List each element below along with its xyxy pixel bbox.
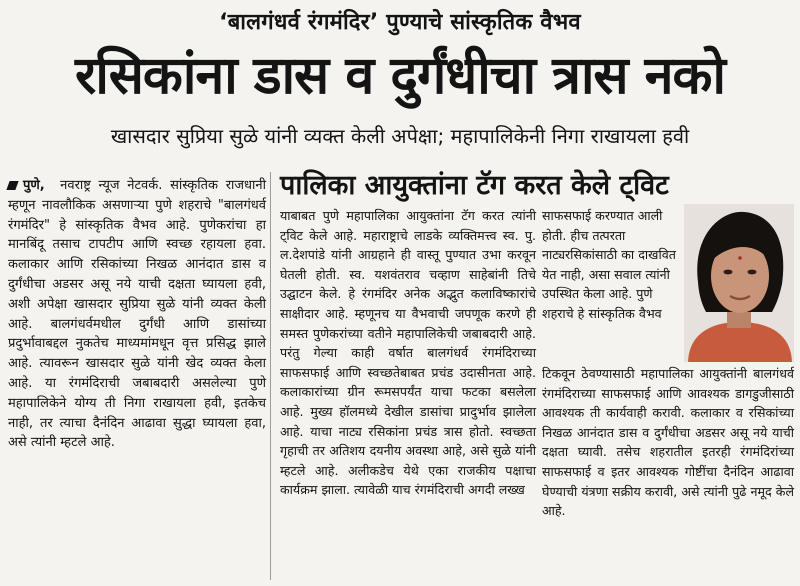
article-headline: रसिकांना डास व दुर्गंधीचा त्रास नको (75, 46, 725, 106)
article-column-3 (542, 206, 678, 324)
portrait-photo-icon (684, 204, 794, 362)
column-3-continued-body: टिकवून ठेवण्यासाठी महापालिका आयुक्तांनी बालगंधर्व रंगमंदिराच्या साफसफाई आणि आवश्यक डागडुजीसाठी आवश्यक ती कार्यवाही करावी. कलाकार व रसिकांच्या निखळ आनंदात डास व दुर्गंधीचा अडसर असू नये याची दक्षता घ्यावी. तसेच शहरातील इतरही रंगमंदिरांच्या साफसफाई व इतर आवश्यक गोष्टींचा दैनंदिन आढावा घेण्याची यंत्रणा सक्रीय करावी, असे त्यांनी पुढे नमूद केले आहे. (542, 366, 794, 519)
article-kicker: ‘बालगंधर्व रंगमंदिर’ पुण्याचे सांस्कृतिक वैभव (219, 10, 581, 35)
bullet-icon (6, 181, 18, 190)
article-column-2 (280, 206, 536, 500)
column-1-body: सांस्कृतिक राजधानी म्हणून नावलौकिक असणाऱ्या पुणे शहराचे "बालगंधर्व रंगमंदिर" हे सांस्कृतिक वैभव आहे. पुणेकरांचा हा मानबिंदू तसाच टापटीप आणि स्वच्छ रहायला हवा. कलाकार आणि रसिकांच्या निखळ आनंदात डास व दुर्गंधीचा अडसर असू नये याची दक्षता घ्यायला हवी, अशी अपेक्षा खासदार सुप्रिया सुळे यांनी व्यक्त केली आहे. बालगंधर्वमधील दुर्गंधी आणि डासांच्या प्रदुर्भावाबद्दल नुकतेच माध्यमांमधून वृत्त प्रसिद्ध झाले आहे. त्यावरून खासदार सुळे यांनी खेद व्यक्त केला आहे. या रंगमंदिराची जबाबदारी असलेल्या पुणे महापालिकेने योग्य ती निगा राखायला हवी, इतकेच नाही, तर त्याचा दैनंदिन आढावा सुद्धा घ्यायला हवा, असे त्यांनी म्हटले आहे. (8, 178, 267, 451)
article-column-1 (8, 176, 266, 453)
dateline-paragraph (8, 176, 266, 453)
column-divider (270, 172, 271, 580)
column-3-body: साफसफाई करण्यात आली होती. हीच तत्परता नाट्यरसिकांसाठी का दाखवित येत नाही, असा सवाल त्यांनी उपस्थित केला आहे. पुणे शहराचे हे सांस्कृतिक वैभव (542, 208, 676, 321)
column-2-body: याबाबत पुणे महापालिका आयुक्तांना टॅग करत त्यांनी ट्विट केले आहे. महाराष्ट्राचे लाडके व्यक्तिमत्त्व स्व. पु. ल.देशपांडे यांनी आग्रहाने ही वास्तू पुण्यात उभा करवून घेतली होती. स्व. यशवंतराव चव्हाण साहेबांनी तिचे उद्घाटन केले. हे रंगमंदिर अनेक अद्भुत कलाविष्कारांचे साक्षीदार आहे. म्हणूनच या वैभवाची जपणूक करणे ही समस्त पुणेकरांच्या वतीने महापालिकेची जबाबदारी आहे. परंतु गेल्या काही वर्षात बालगंधर्व रंगमंदिराच्या साफसफाई आणि स्वच्छतेबाबत प्रचंड उदासीनता आहे. कलाकारांच्या ग्रीन रूमसपर्यंत याचा फटका बसलेला आहे. मुख्य हॉलमध्ये देखील डासांचा प्रादुर्भाव झालेला आहे. याचा नाट्य रसिकांना प्रचंड त्रास होतो. स्वच्छता गृहाची तर अतिशय दयनीय अवस्था आहे, असे सुळे यांनी म्हटले आहे. अलीकडेच येथे एका राजकीय पक्षाचा कार्यक्रम झाला. त्यावेळी याच रंगमंदिराची अगदी लख्ख (280, 208, 536, 498)
news-agency: नवराष्ट्र न्यूज नेटवर्क. (60, 178, 163, 193)
article-deck: खासदार सुप्रिया सुळे यांनी व्यक्त केली अपेक्षा; महापालिकेनी निगा राखायला हवी (110, 124, 690, 148)
article-subhead: पालिका आयुक्तांना टॅग करत केले ट्विट (280, 170, 669, 201)
dateline: पुणे, (23, 178, 45, 193)
article-column-3-continued (542, 364, 794, 521)
